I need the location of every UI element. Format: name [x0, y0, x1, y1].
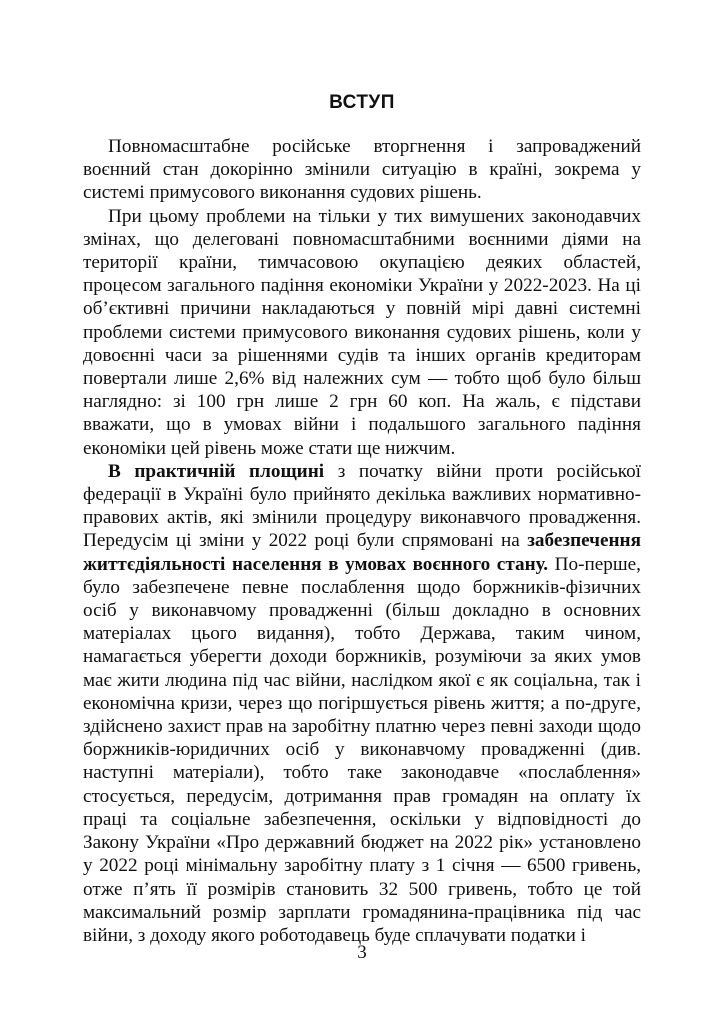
page-heading: ВСТУП — [329, 92, 395, 113]
paragraph-1-text: Повномасштабне російське вторгнення і запроваджений воєнний стан докорінно змінили ситуацію в країні, зокрема у системі примусового виконання судових рішень. — [83, 136, 641, 204]
paragraph-3-bold-emphasis: забезпечення життєдіяльності населення в умовах воєнного стану. — [83, 530, 641, 575]
page-number: 3 — [357, 942, 367, 963]
paragraph-3-bold-lead: В практичній площині — [108, 460, 325, 482]
paragraph-3 — [83, 460, 641, 947]
paragraph-2-text: При цьому проблеми на тільки у тих вимушених законодавчих змінах, що делеговані повномасштабними воєнними діями на території країни, тимчасовою окупацією деяких областей, процесом загального падіння економіки України у 2022-2023. На ці об’єктивні причини накладаються у повній мірі давні системні проблеми системи примусового виконання судових рішень, коли у довоєнні часи за рішеннями судів та інших органів кредиторам повертали лише 2,6% від належних сум — тобто щоб було більш наглядно: зі 100 грн лише 2 грн 60 коп. На жаль, є підстави вважати, що в умовах війни і подальшого загального падіння економіки цей рівень може стати ще нижчим. — [83, 205, 641, 459]
paragraph-2 — [83, 205, 641, 460]
paragraph-1 — [83, 135, 641, 205]
paragraph-3-text-b: По-перше, було забезпечене певне послаблення щодо боржників-фізичних осіб у виконавчому провадженні (більш докладно в основних матеріалах цього видання), тобто Держава, таким чином, намагається уберегти доходи боржників, розуміючи за яких умов має жити людина під час війни, наслідком якої є як соціальна, так і економічна кризи, через що погіршується рівень життя; а по-друге, здійснено захист прав на заробітну платню через певні заходи щодо боржників-юридичних осіб у виконавчому провадженні (див. наступні матеріали), тобто таке законодавче «послаблення» стосується, передусім, дотримання прав громадян на оплату їх праці та соціальне забезпечення, оскільки у відповідності до Закону України «Про державний бюджет на 2022 рік» установлено у 2022 році мінімальну заробітну плату з 1 січня — 6500 гривень, отже п’ять її розмірів становить 32 500 гривень, тобто це той максимальний розмір зарплати громадянина-працівника під час війни, з доходу якого роботодавець буде сплачувати податки і — [83, 553, 641, 946]
paragraph-3-text-a: з початку війни проти російської федерації в Україні було прийнято декілька важливих нормативно-правових актів, які змінили процедуру виконавчого провадження. Передусім ці зміни у 2022 році були спрямовані на — [83, 460, 641, 552]
body-text — [83, 135, 641, 947]
